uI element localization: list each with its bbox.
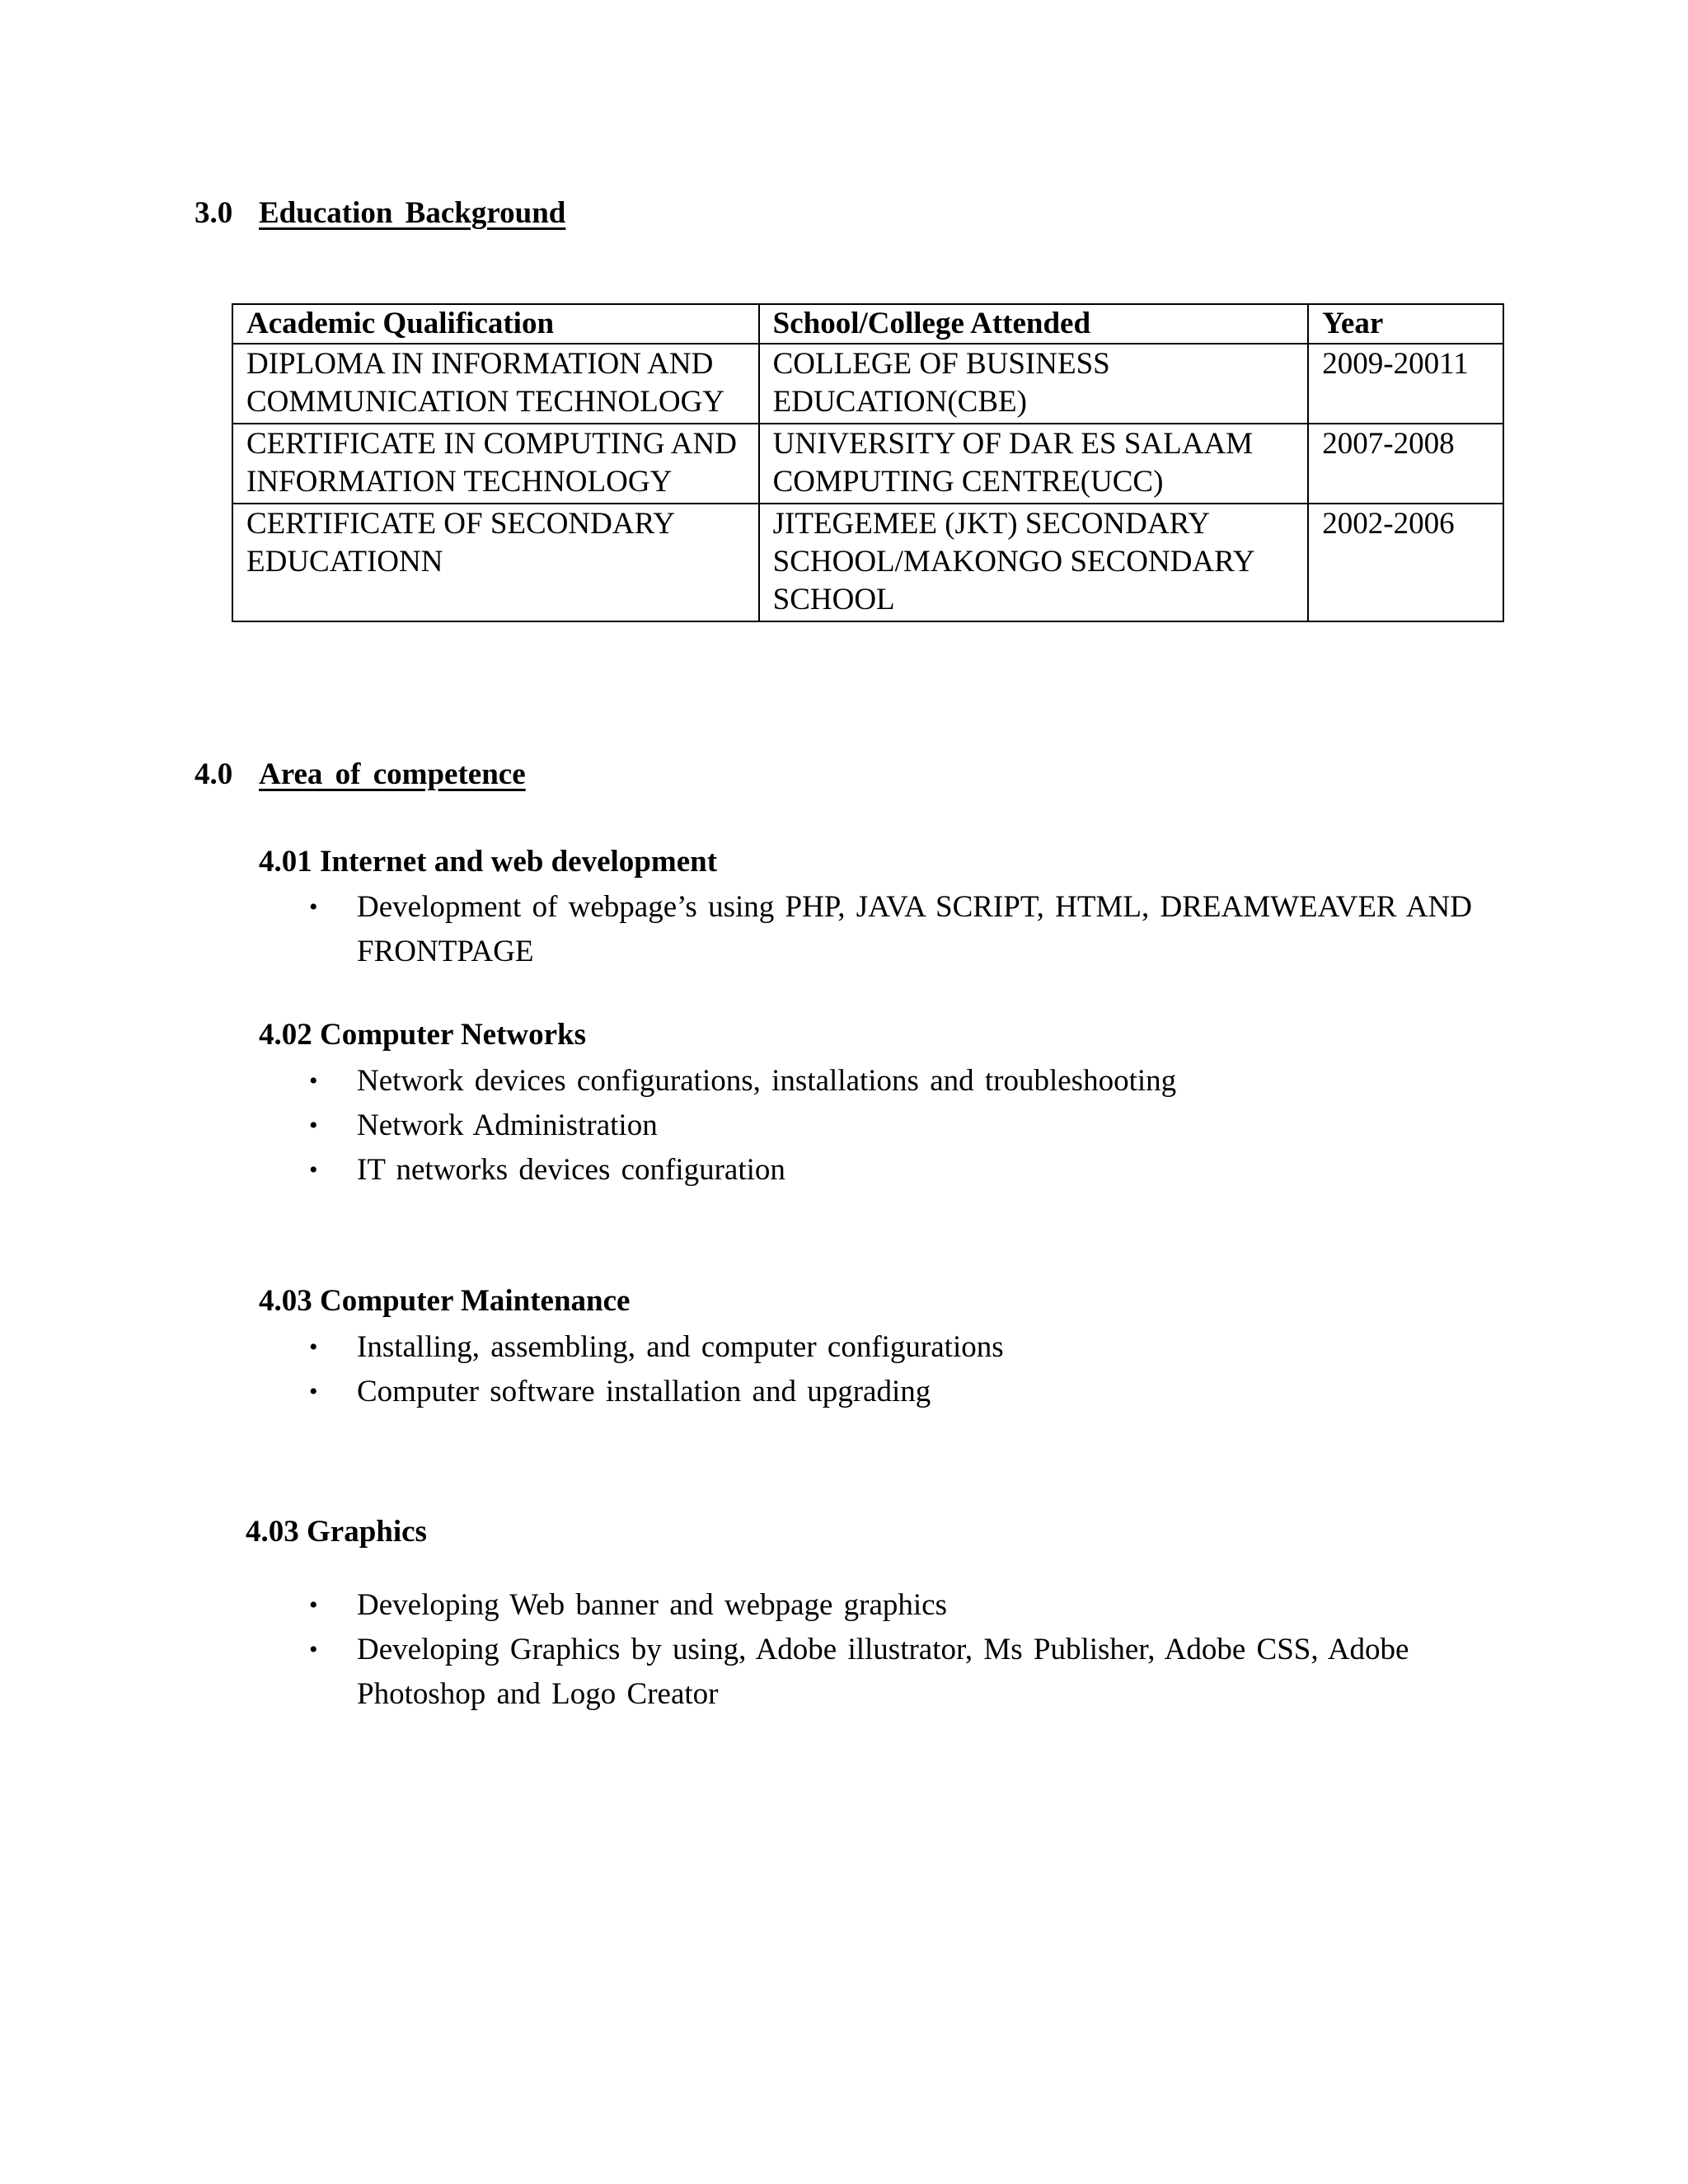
list-item-text: Computer software installation and upgrading [357,1375,931,1408]
list-item-text: Developing Web banner and webpage graphics [357,1588,948,1622]
list-item [0,1370,1478,1414]
list-item-text: Development of webpage’s using PHP, JAVA SCRIPT, HTML, DREAMWEAVER AND FRONTPAGE [357,890,1472,968]
table-row [232,344,1503,424]
subsection-heading-web-development: 4.01 Internet and web development [259,845,718,879]
list-item-text: Developing Graphics by using, Adobe illustrator, Ms Publisher, Adobe CSS, Adobe Photoshop and Logo Creator [357,1633,1409,1711]
bullet-icon: • [309,1067,318,1094]
cell-qualification: CERTIFICATE OF SECONDARY EDUCATIONN [232,504,759,621]
list-item-text: Network devices configurations, installations and troubleshooting [357,1064,1177,1098]
cell-qualification: DIPLOMA IN INFORMATION AND COMMUNICATION TECHNOLOGY [232,344,759,424]
table-row [232,424,1503,504]
cell-school: UNIVERSITY OF DAR ES SALAAM COMPUTING CENTRE(UCC) [759,424,1309,504]
bullet-list-computer-maintenance [0,1325,1478,1414]
bullet-icon: • [309,1112,318,1139]
header-academic-qualification: Academic Qualification [232,304,759,344]
list-item-text: IT networks devices configuration [357,1153,785,1187]
list-item [0,1583,1478,1628]
section-heading-education [195,195,565,232]
bullet-icon: • [309,1333,318,1361]
cell-school: JITEGEMEE (JKT) SECONDARY SCHOOL/MAKONGO SECONDARY SCHOOL [759,504,1309,621]
section-title: Education Background [259,196,566,230]
cell-year: 2007-2008 [1308,424,1503,504]
section-title: Area of competence [259,757,526,791]
list-item-text: Network Administration [357,1108,658,1142]
cell-qualification: CERTIFICATE IN COMPUTING AND INFORMATION TECHNOLOGY [232,424,759,504]
bullet-icon: • [309,1378,318,1405]
cell-year: 2002-2006 [1308,504,1503,621]
bullet-list-graphics [0,1583,1478,1717]
bullet-icon: • [309,893,318,921]
list-item [0,1325,1478,1370]
list-item-text: Installing, assembling, and computer configurations [357,1330,1004,1364]
list-item [0,1628,1478,1717]
cell-school: COLLEGE OF BUSINESS EDUCATION(CBE) [759,344,1309,424]
section-number: 4.0 [195,757,233,791]
table-row [232,504,1503,621]
list-item [0,1104,1478,1148]
education-table [232,303,1504,622]
list-item [0,1148,1478,1193]
table-header-row [232,304,1503,344]
bullet-icon: • [309,1636,318,1663]
header-year: Year [1308,304,1503,344]
list-item [0,885,1478,974]
list-item [0,1059,1478,1104]
section-heading-competence [195,757,526,793]
section-number: 3.0 [195,196,233,230]
bullet-list-computer-networks [0,1059,1478,1193]
header-school-attended: School/College Attended [759,304,1309,344]
subsection-heading-computer-maintenance: 4.03 Computer Maintenance [259,1284,631,1318]
subsection-heading-graphics: 4.03 Graphics [246,1515,427,1549]
subsection-heading-computer-networks: 4.02 Computer Networks [259,1018,587,1052]
bullet-list-web-development [0,885,1478,974]
bullet-icon: • [309,1591,318,1619]
cell-year: 2009-20011 [1308,344,1503,424]
bullet-icon: • [309,1156,318,1183]
